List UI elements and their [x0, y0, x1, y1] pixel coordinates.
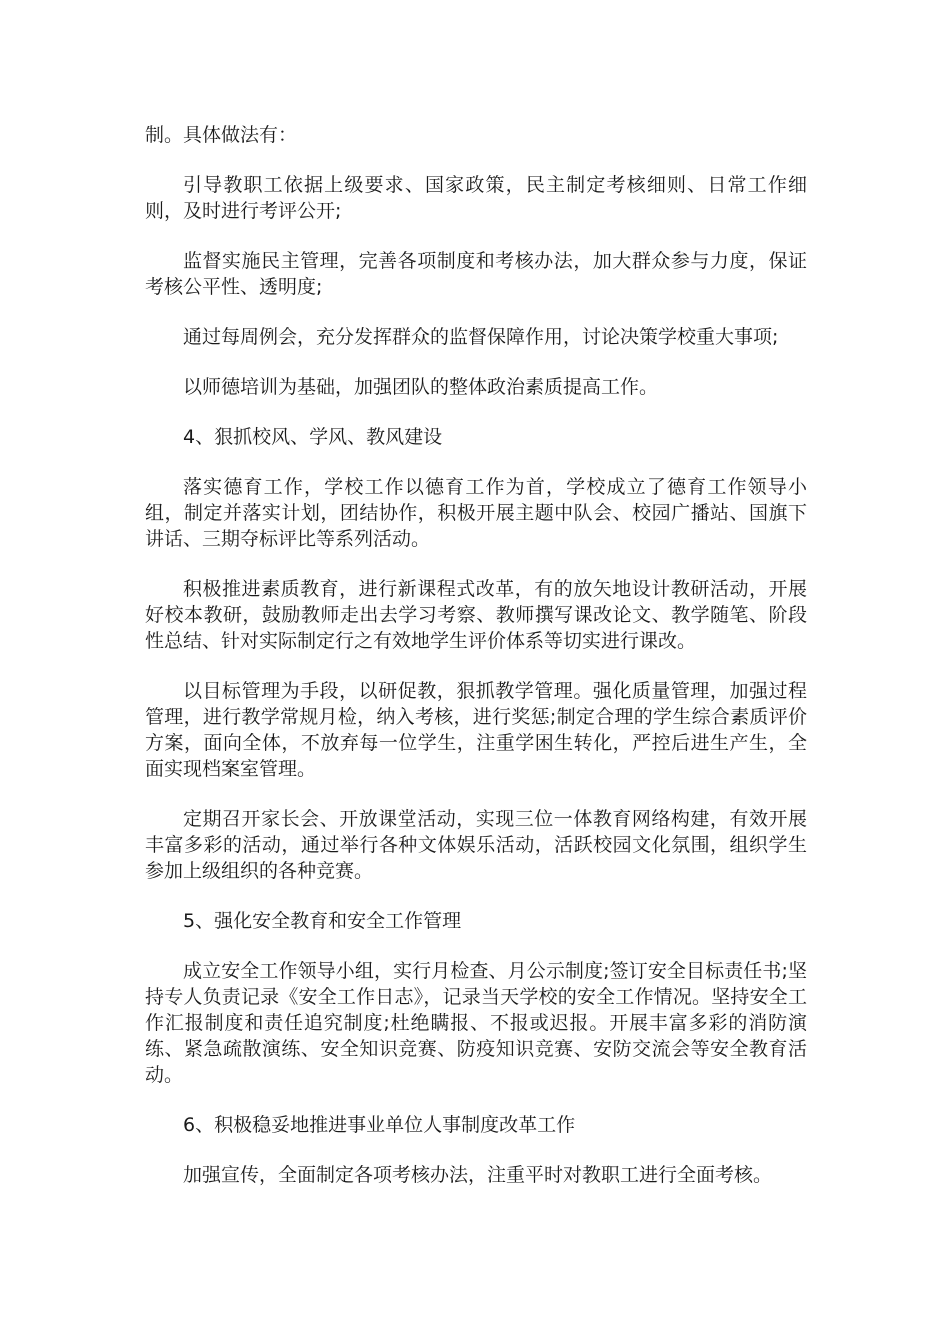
section-heading-6: 6、积极稳妥地推进事业单位人事制度改革工作: [183, 1114, 576, 1136]
paragraph: 以师德培训为基础，加强团队的整体政治素质提高工作。: [183, 376, 659, 398]
paragraph: 通过每周例会，充分发挥群众的监督保障作用，讨论决策学校重大事项;: [183, 326, 779, 348]
paragraph: 以目标管理为手段，以研促教，狠抓教学管理。强化质量管理，加强过程管理，进行教学常规月检，纳入考核，进行奖惩;制定合理的学生综合素质评价方案，面向全体，不放弃每一位学生，注重学困生转化，严控后进生产生，全面实现档案室管理。: [145, 680, 807, 780]
section-heading-4: 4、狠抓校风、学风、教风建设: [183, 426, 443, 448]
paragraph: 加强宣传，全面制定各项考核办法，注重平时对教职工进行全面考核。: [183, 1164, 773, 1186]
section-heading-5: 5、强化安全教育和安全工作管理: [183, 910, 462, 932]
document-body: [145, 122, 807, 1212]
paragraph: 定期召开家长会、开放课堂活动，实现三位一体教育网络构建，有效开展丰富多彩的活动，通过举行各种文体娱乐活动，活跃校园文化氛围，组织学生参加上级组织的各种竞赛。: [145, 808, 807, 882]
paragraph: 积极推进素质教育，进行新课程式改革，有的放矢地设计教研活动，开展好校本教研，鼓励教师走出去学习考察、教师撰写课改论文、教学随笔、阶段性总结、针对实际制定行之有效地学生评价体系等切实进行课改。: [145, 578, 807, 652]
paragraph: 引导教职工依据上级要求、国家政策，民主制定考核细则、日常工作细则，及时进行考评公开;: [145, 174, 807, 222]
paragraph: 监督实施民主管理，完善各项制度和考核办法，加大群众参与力度，保证考核公平性、透明度;: [145, 250, 807, 298]
paragraph: 落实德育工作，学校工作以德育工作为首，学校成立了德育工作领导小组，制定并落实计划，团结协作，积极开展主题中队会、校园广播站、国旗下讲话、三期夺标评比等系列活动。: [145, 476, 807, 550]
paragraph: 成立安全工作领导小组，实行月检查、月公示制度;签订安全目标责任书;坚持专人负责记录《安全工作日志》，记录当天学校的安全工作情况。坚持安全工作汇报制度和责任追究制度;杜绝瞒报、不报或迟报。开展丰富多彩的消防演练、紧急疏散演练、安全知识竞赛、防疫知识竞赛、安防交流会等安全教育活动。: [145, 960, 807, 1086]
paragraph-intro: 制。具体做法有：: [145, 124, 298, 146]
